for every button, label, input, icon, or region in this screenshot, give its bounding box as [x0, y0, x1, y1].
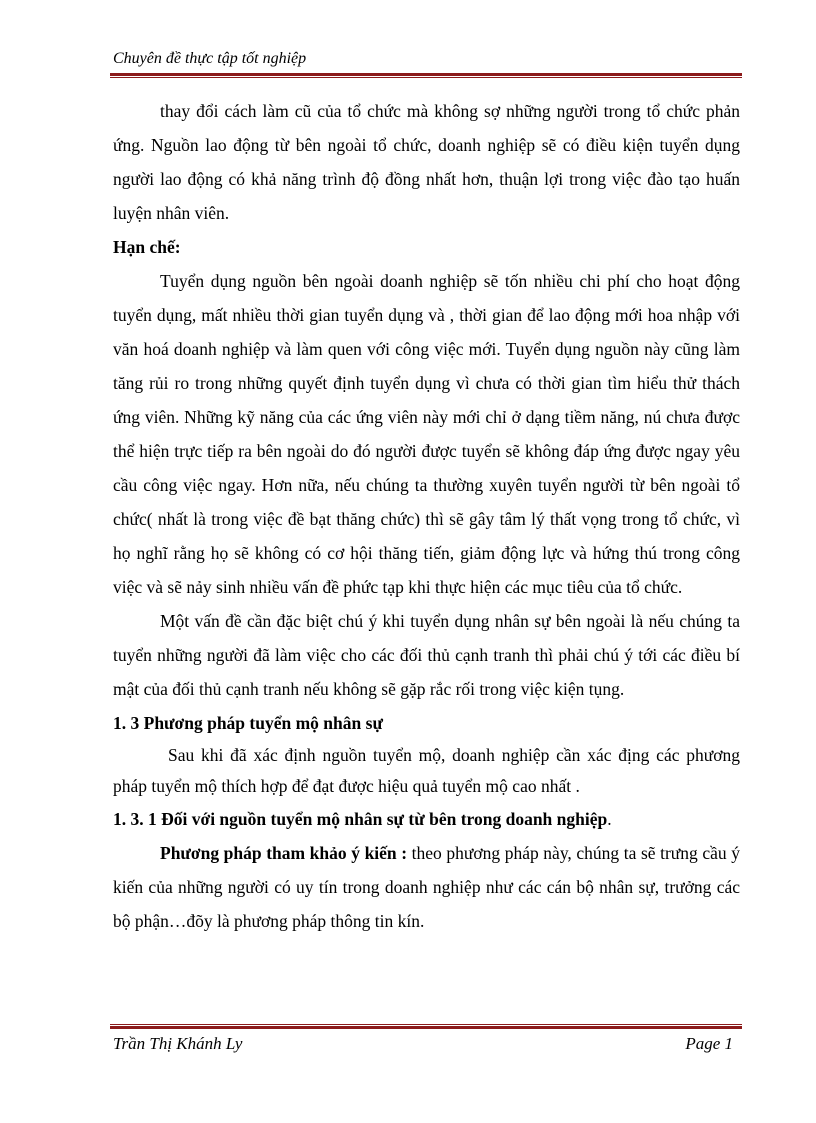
method-label: Phương pháp tham khảo ý kiến :	[160, 843, 408, 863]
footer-page-number: Page 1	[685, 1034, 733, 1053]
subsection-heading-period: .	[607, 809, 612, 829]
section-heading: 1. 3 Phương pháp tuyển mộ nhân sự	[113, 713, 383, 733]
header-rule	[110, 73, 742, 78]
paragraph: Sau khi đã xác định nguồn tuyển mộ, doanh nghiệp cần xác địng các phương pháp tuyển mộ thích hợp để đạt được hiệu quả tuyển mộ cao nhất .	[113, 745, 740, 796]
limits-heading: Hạn chế:	[113, 237, 181, 257]
paragraph: thay đổi cách làm cũ của tổ chức mà không sợ những người trong tổ chức phản ứng. Nguồn lao động từ bên ngoài tổ chức, doanh nghiệp sẽ có điều kiện tuyển dụng người lao động có khả năng trình độ đồng nhất hơn, thuận lợi trong việc đào tạo huấn luyện nhân viên.	[113, 101, 740, 223]
footer-author: Trần Thị Khánh Ly	[113, 1034, 243, 1053]
document-body	[113, 94, 740, 938]
subsection-heading	[113, 802, 740, 836]
paragraph: Tuyển dụng nguồn bên ngoài doanh nghiệp sẽ tốn nhiều chi phí cho hoạt động tuyển dụng, mất nhiều thời gian tuyển dụng và , thời gian để lao động mới hoa nhập với văn hoá doanh nghiệp và làm quen với công việc mới. Tuyển dụng nguồn này cũng làm tăng rủi ro trong những quyết định tuyển dụng vì chưa có thời gian tìm hiểu thử thách ứng viên. Những kỹ năng của các ứng viên này mới chỉ ở dạng tiềm năng, nú chưa được thể hiện trực tiếp ra bên ngoài do đó người được tuyển sẽ không đáp ứng được ngay yêu cầu công việc ngay. Hơn nữa, nếu chúng ta thường xuyên tuyển người từ bên ngoài tổ chức( nhất là trong việc đề bạt thăng chức) thì sẽ gây tâm lý thất vọng trong tổ chức, vì họ nghĩ rằng họ sẽ không có cơ hội thăng tiến, giảm động lực và hứng thú trong công việc và sẽ nảy sinh nhiều vấn đề phức tạp khi thực hiện các mục tiêu của tổ chức.	[113, 271, 740, 597]
page-header-title: Chuyên đề thực tập tốt nghiệp	[113, 50, 307, 67]
method-text: theo phương pháp này, chúng ta sẽ trưng cầu ý kiến của những người có uy tín trong doanh nghiệp như các cán bộ nhân sự, trưởng các bộ phận…đõy là phương pháp thông tin kín.	[113, 843, 740, 931]
footer-rule	[110, 1024, 742, 1029]
paragraph	[113, 836, 740, 938]
subsection-heading-text: 1. 3. 1 Đối với nguồn tuyển mộ nhân sự từ bên trong doanh nghiệp	[113, 809, 608, 829]
paragraph: Một vấn đề cần đặc biệt chú ý khi tuyển dụng nhân sự bên ngoài là nếu chúng ta tuyển những người đã làm việc cho các đối thủ cạnh tranh thì phải chú ý tới các điều bí mật của đối thủ cạnh tranh nếu không sẽ gặp rắc rối trong việc kiện tụng.	[113, 611, 740, 699]
